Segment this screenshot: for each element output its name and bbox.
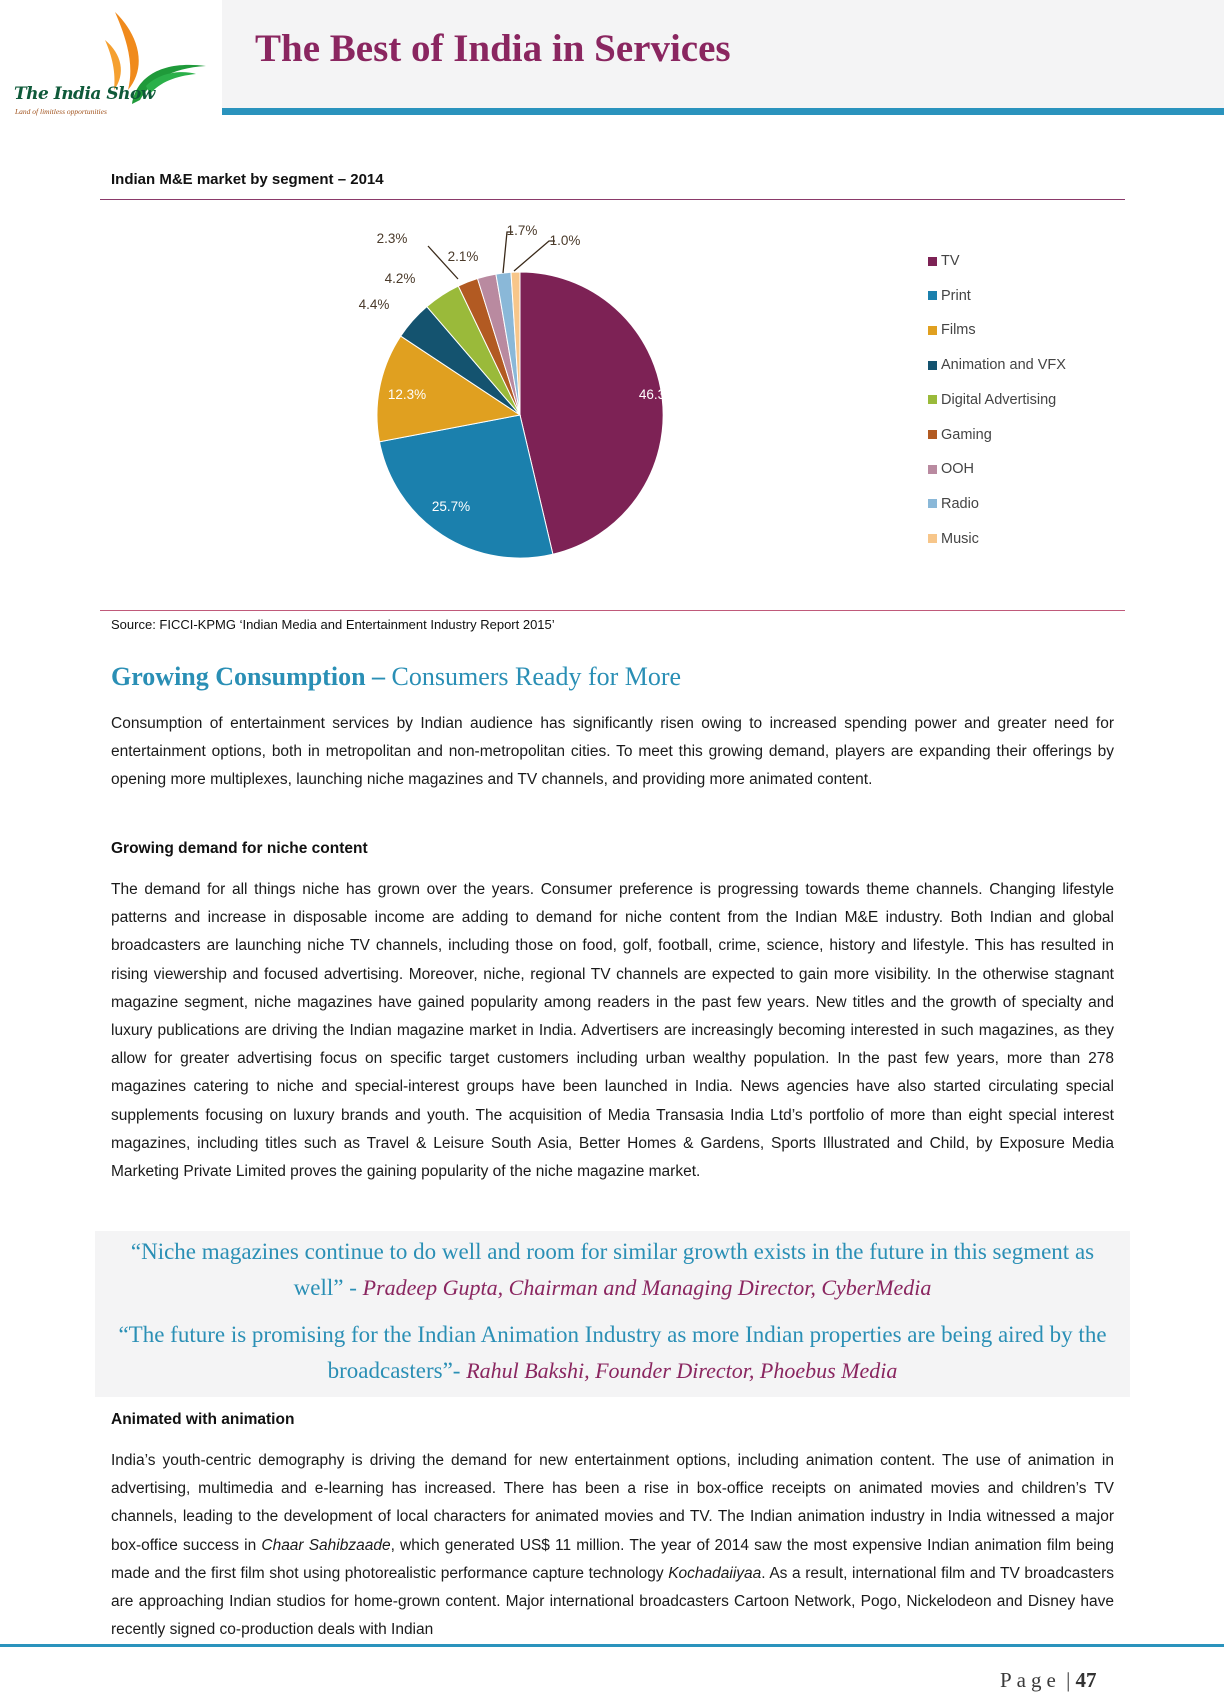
pie-label-tv: 46.3% (638, 387, 678, 402)
animation-text-b: , which generated US$ 11 million. The year of 2014 saw the most expensive Indian animation film being made and the first film shot using photorealistic performance capture technology (111, 1536, 1114, 1582)
legend-item-animation-and-vfx (928, 356, 1066, 374)
section-title (111, 662, 681, 692)
subheading-niche-content: Growing demand for niche content (111, 840, 368, 857)
subheading-animation: Animated with animation (111, 1411, 295, 1428)
quote-1 (105, 1234, 1120, 1306)
legend-item-music (928, 530, 979, 548)
animation-text-c: . As a result, international film and TV broadcasters are approaching Indian studios for home-grown content. Major international broadcasters Cartoon Network, Pogo, Nickelodeon and Disney have recently signed co-production deals with Indian (111, 1564, 1114, 1639)
chart-source: Source: FICCI-KPMG ‘Indian Media and Entertainment Industry Report 2015’ (111, 617, 555, 632)
legend-item-films (928, 321, 976, 339)
legend-label: TV (941, 253, 960, 269)
pie-label-radio: 1.7% (506, 223, 538, 238)
section-title-bold: Growing Consumption – (111, 662, 386, 691)
pie-label-ooh: 2.1% (447, 249, 479, 264)
legend-label: Radio (941, 495, 979, 512)
chart-title: Indian M&E market by segment – 2014 (111, 171, 384, 188)
legend-label: Music (941, 530, 979, 547)
legend-item-tv (928, 252, 960, 270)
footer-rule (0, 1644, 1224, 1647)
page-label: Page (1000, 1668, 1061, 1692)
logo-text: The India Show (14, 84, 155, 104)
pie-chart (0, 0, 1224, 620)
page-separator: | (1066, 1668, 1071, 1692)
quote-2-attribution: Rahul Bakshi, Founder Director, Phoebus Media (466, 1358, 898, 1383)
chart-bottom-rule (100, 610, 1125, 611)
legend-swatch-icon (928, 465, 937, 474)
legend-swatch-icon (928, 326, 937, 335)
section-title-rest: Consumers Ready for More (385, 662, 682, 691)
legend-label: Gaming (941, 426, 992, 443)
legend-swatch-icon (928, 499, 937, 508)
intro-paragraph: Consumption of entertainment services by Indian audience has significantly risen owing to increased spending power and greater need for entertainment options, both in metropolitan and non-metropolitan cities. To meet this growing demand, players are expanding their offerings by opening more multiplexes, launching niche magazines and TV channels, and providing more animated content. (111, 715, 1114, 789)
quote-1-text: “Niche magazines continue to do well and room for similar growth exists in the future in this segment as well” - (130, 1239, 1095, 1300)
niche-content-paragraph: The demand for all things niche has grown over the years. Consumer preference is progressing towards theme channels. Changing lifestyle patterns and increase in disposable income are adding to demand for niche content from the Indian M&E industry. Both Indian and global broadcasters are launching niche TV channels, including those on food, golf, football, crime, science, history and lifestyle. This has resulted in rising viewership and focused advertising. Moreover, niche, regional TV channels are expected to gain more visibility. In the otherwise stagnant magazine segment, niche magazines have gained popularity among readers in the past few years. New titles and the growth of specialty and luxury publications are driving the Indian magazine market in India. Advertisers are increasingly becoming interested in such magazines, as they allow for greater advertising focus on specific target customers including urban wealthy population. In the past few years, more than 278 magazines catering to niche and special-interest groups have been launched in India. News agencies have also started circulating special supplements focusing on luxury brands and youth. The acquisition of Media Transasia India Ltd’s portfolio of more than eight special interest magazines, including titles such as Travel & Leisure South Asia, Better Homes & Gardens, Sports Illustrated and Child, by Exposure Media Marketing Private Limited proves the gaining popularity of the niche magazine market. (111, 881, 1114, 1181)
pie-label-print: 25.7% (431, 499, 471, 514)
pie-label-music: 1.0% (549, 233, 581, 248)
animation-paragraph (111, 1447, 1114, 1644)
legend-item-radio (928, 495, 979, 513)
pie-label-animation-and-vfx: 4.4% (358, 297, 390, 312)
pie-slices (377, 272, 663, 558)
film-title-chaar-sahibzaade: Chaar Sahibzaade (261, 1536, 391, 1554)
legend-item-ooh (928, 460, 974, 478)
quote-2 (105, 1317, 1120, 1389)
legend-item-gaming (928, 426, 992, 444)
legend-label: Films (941, 322, 976, 339)
legend-item-digital-advertising (928, 391, 1056, 409)
quote-1-attribution: Pradeep Gupta, Chairman and Managing Director, CyberMedia (362, 1275, 932, 1300)
legend-swatch-icon (928, 430, 937, 439)
page-number (1000, 1668, 1097, 1693)
pie-label-digital-advertising: 4.2% (384, 271, 416, 286)
legend-label: OOH (941, 461, 975, 478)
pie-label-films: 12.3% (387, 387, 427, 402)
legend-swatch-icon (928, 257, 937, 266)
legend-swatch-icon (928, 395, 937, 404)
legend-label: Digital Advertising (941, 391, 1057, 408)
animation-text-a: India’s youth-centric demography is driving the demand for new entertainment options, including animation content. The use of animation in advertising, multimedia and e-learning has increased. There has been a rise in box-office receipts on animated movies and children’s TV channels, leading to the development of local characters for animated movies and TV. The Indian animation industry in India witnessed a major box-office success in (111, 1452, 1114, 1554)
legend-swatch-icon (928, 361, 937, 370)
legend-label: Animation and VFX (941, 357, 1066, 374)
legend-swatch-icon (928, 534, 937, 543)
page-number-value: 47 (1075, 1668, 1097, 1692)
film-title-kochadaiiyaa: Kochadaiiyaa (668, 1564, 762, 1582)
logo-tagline: Land of limitless opportunities (15, 107, 107, 116)
legend-swatch-icon (928, 291, 937, 300)
legend-item-print (928, 287, 971, 305)
quote-2-text: “The future is promising for the Indian Animation Industry as more Indian properties are being aired by the broadcasters”- (118, 1322, 1107, 1383)
page-title: The Best of India in Services (255, 27, 731, 70)
pie-label-gaming: 2.3% (376, 231, 408, 246)
legend-label: Print (941, 287, 971, 304)
